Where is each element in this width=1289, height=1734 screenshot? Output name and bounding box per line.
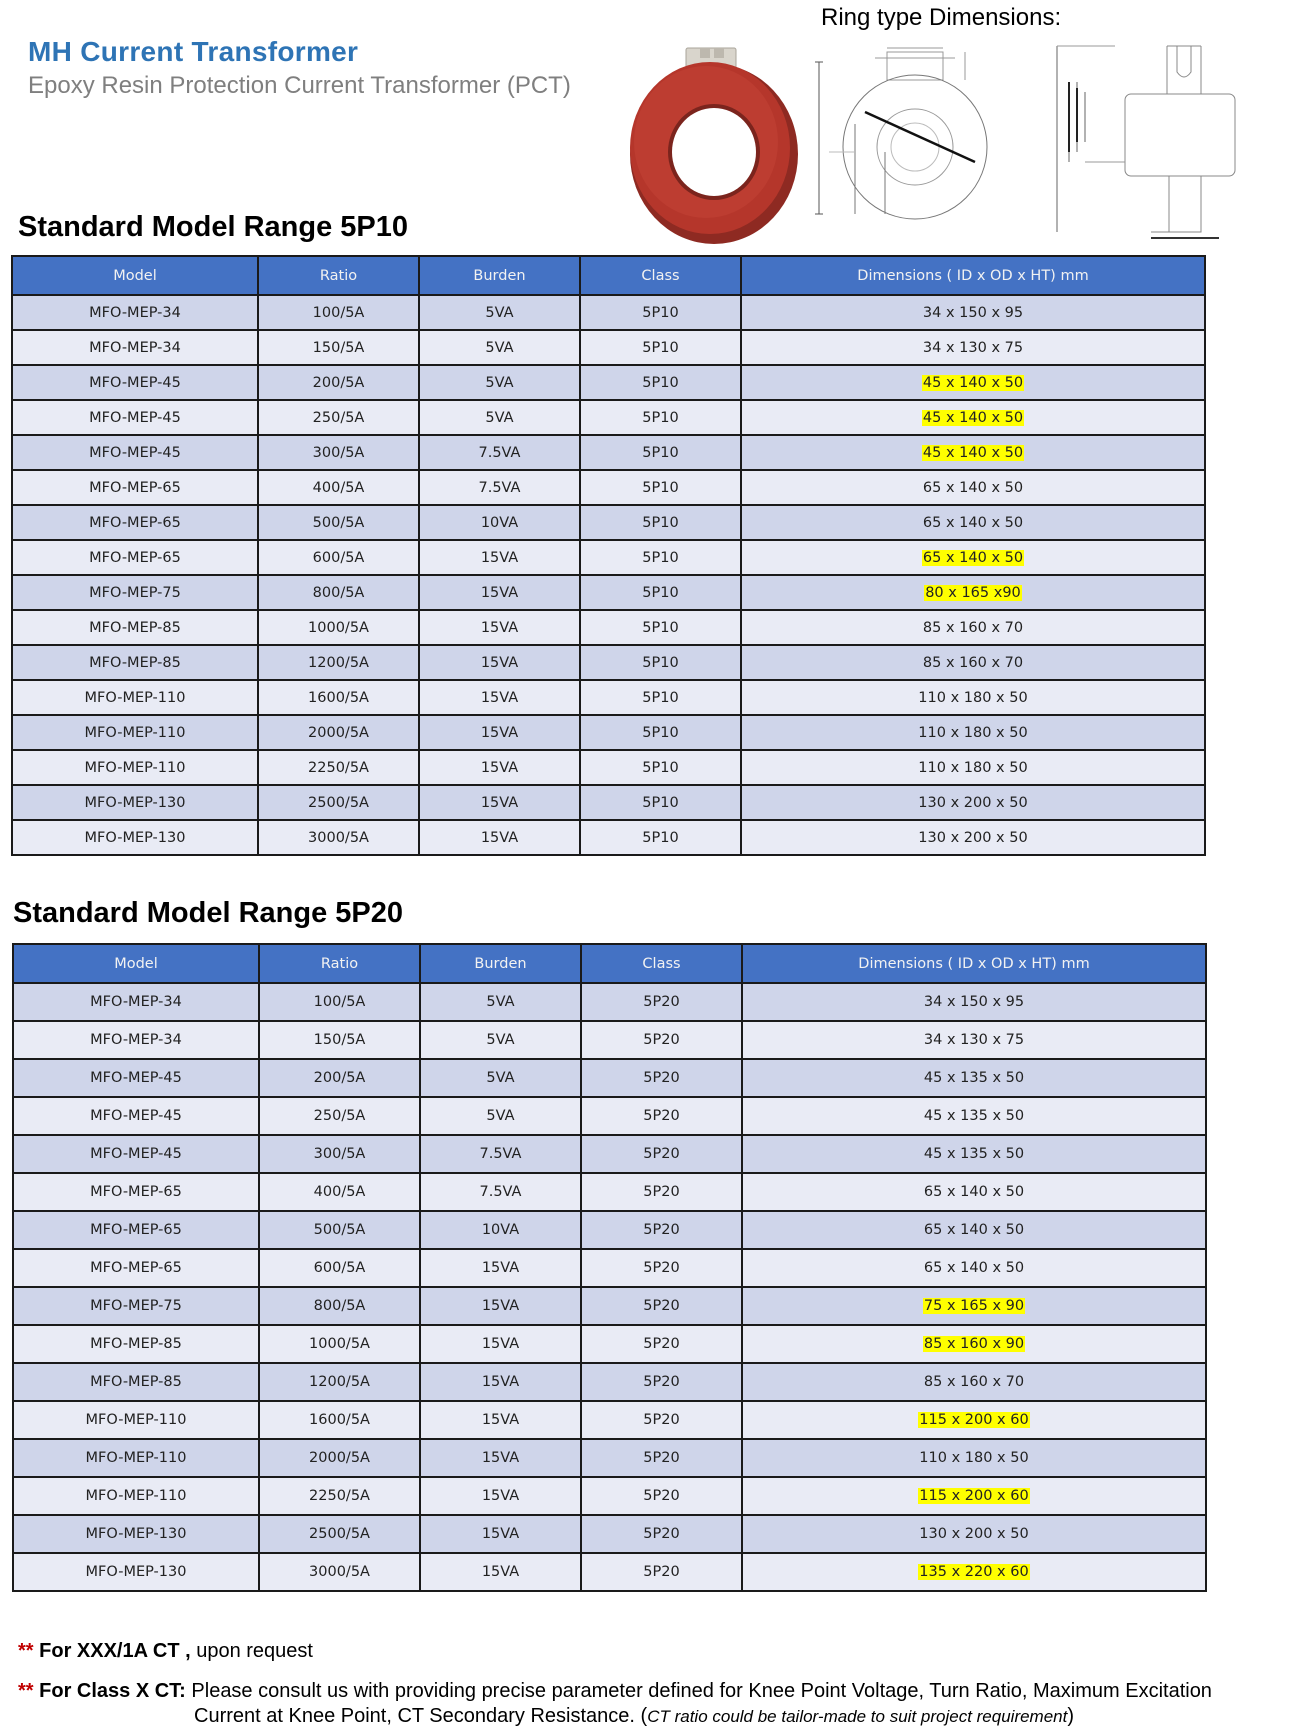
cell-ratio: 2250/5A (259, 1477, 420, 1515)
side-dimension-drawing (1055, 42, 1265, 242)
cell-dimensions (741, 785, 1205, 820)
cell-dimensions (742, 1135, 1206, 1173)
cell-class: 5P10 (580, 785, 741, 820)
table-row (12, 540, 1205, 575)
cell-ratio: 600/5A (258, 540, 419, 575)
col-header-class: Class (580, 256, 741, 295)
dimension-value: 130 x 200 x 50 (918, 829, 1028, 846)
dimension-value: 65 x 140 x 50 (922, 549, 1024, 566)
table-header-row (13, 944, 1206, 983)
dimension-value: 65 x 140 x 50 (922, 479, 1024, 496)
table-row (13, 1325, 1206, 1363)
cell-model: MFO-MEP-130 (12, 820, 258, 855)
cell-dimensions (741, 365, 1205, 400)
front-dimension-drawing (815, 42, 1015, 232)
cell-burden: 5VA (419, 400, 580, 435)
cell-model: MFO-MEP-85 (13, 1363, 259, 1401)
cell-dimensions (741, 750, 1205, 785)
dimension-value: 34 x 150 x 95 (922, 304, 1024, 321)
brand-title: MH Current Transformer (28, 36, 359, 67)
cell-burden: 5VA (419, 295, 580, 330)
cell-ratio: 400/5A (258, 470, 419, 505)
cell-ratio: 2000/5A (258, 715, 419, 750)
cell-model: MFO-MEP-130 (13, 1553, 259, 1591)
cell-burden: 10VA (419, 505, 580, 540)
dimension-value: 34 x 150 x 95 (923, 994, 1025, 1010)
cell-dimensions (741, 610, 1205, 645)
cell-dimensions (741, 820, 1205, 855)
ct-photo (628, 44, 808, 244)
cell-ratio: 600/5A (259, 1249, 420, 1287)
col-header-ratio: Ratio (258, 256, 419, 295)
note-1a-text: upon request (196, 1640, 313, 1662)
note-class-x-line2-text: Current at Knee Point, CT Secondary Resistance. (194, 1705, 635, 1727)
table-row (13, 1553, 1206, 1591)
cell-dimensions (742, 1021, 1206, 1059)
cell-model: MFO-MEP-110 (12, 750, 258, 785)
cell-ratio: 2500/5A (259, 1515, 420, 1553)
cell-ratio: 1200/5A (258, 645, 419, 680)
cell-ratio: 150/5A (258, 330, 419, 365)
cell-ratio: 150/5A (259, 1021, 420, 1059)
cell-ratio: 400/5A (259, 1173, 420, 1211)
cell-model: MFO-MEP-85 (13, 1325, 259, 1363)
cell-burden: 15VA (420, 1363, 581, 1401)
cell-ratio: 2500/5A (258, 785, 419, 820)
cell-dimensions (742, 1059, 1206, 1097)
col-header-dimensions: Dimensions ( ID x OD x HT) mm (741, 256, 1205, 295)
cell-burden: 15VA (420, 1249, 581, 1287)
dimension-value: 80 x 165 x90 (925, 584, 1021, 601)
cell-burden: 7.5VA (419, 435, 580, 470)
cell-model: MFO-MEP-85 (12, 645, 258, 680)
cell-class: 5P10 (580, 540, 741, 575)
table-row (13, 1059, 1206, 1097)
dimension-value: 65 x 140 x 50 (923, 1260, 1025, 1276)
cell-ratio: 300/5A (258, 435, 419, 470)
col-header-model: Model (12, 256, 258, 295)
table-row (12, 505, 1205, 540)
note-1a-ct (18, 1639, 313, 1664)
table-row (12, 330, 1205, 365)
cell-dimensions (742, 1363, 1206, 1401)
cell-dimensions (741, 470, 1205, 505)
note-class-x-line2: Current at Knee Point, CT Secondary Resistance. (CT ratio could be tailor-made to suit project requirement) (194, 1705, 1075, 1727)
cell-model: MFO-MEP-65 (13, 1211, 259, 1249)
cell-class: 5P20 (581, 1097, 742, 1135)
table-row (12, 645, 1205, 680)
cell-class: 5P20 (581, 1135, 742, 1173)
spec-table-5p10 (11, 255, 1206, 856)
note-stars: ** (18, 1640, 34, 1662)
table-row (12, 435, 1205, 470)
cell-ratio: 3000/5A (258, 820, 419, 855)
cell-class: 5P10 (580, 610, 741, 645)
cell-class: 5P20 (581, 1059, 742, 1097)
cell-dimensions (741, 540, 1205, 575)
cell-model: MFO-MEP-34 (12, 295, 258, 330)
dimension-value: 135 x 220 x 60 (919, 1564, 1029, 1580)
note-stars: ** (18, 1680, 34, 1702)
cell-dimensions (741, 330, 1205, 365)
cell-dimensions (741, 715, 1205, 750)
dimension-value: 85 x 160 x 90 (923, 1336, 1025, 1352)
dimension-value: 45 x 140 x 50 (922, 374, 1024, 391)
cell-ratio: 800/5A (258, 575, 419, 610)
cell-model: MFO-MEP-110 (13, 1477, 259, 1515)
cell-class: 5P20 (581, 983, 742, 1021)
cell-dimensions (742, 1211, 1206, 1249)
cell-dimensions (741, 505, 1205, 540)
ring-dimensions-title: Ring type Dimensions: (821, 4, 1062, 31)
cell-model: MFO-MEP-110 (13, 1401, 259, 1439)
cell-burden: 15VA (419, 645, 580, 680)
cell-burden: 15VA (419, 575, 580, 610)
cell-burden: 15VA (419, 540, 580, 575)
cell-class: 5P10 (580, 365, 741, 400)
dimension-value: 45 x 135 x 50 (923, 1070, 1025, 1086)
cell-dimensions (742, 1401, 1206, 1439)
table-row (13, 1021, 1206, 1059)
dimension-value: 45 x 140 x 50 (922, 409, 1024, 426)
col-header-class: Class (581, 944, 742, 983)
cell-class: 5P20 (581, 1477, 742, 1515)
cell-dimensions (741, 645, 1205, 680)
cell-class: 5P20 (581, 1287, 742, 1325)
cell-burden: 15VA (420, 1287, 581, 1325)
cell-ratio: 2000/5A (259, 1439, 420, 1477)
cell-model: MFO-MEP-45 (12, 400, 258, 435)
dimension-value: 65 x 140 x 50 (923, 1222, 1025, 1238)
cell-model: MFO-MEP-45 (12, 435, 258, 470)
cell-dimensions (742, 1439, 1206, 1477)
cell-burden: 15VA (420, 1439, 581, 1477)
cell-dimensions (742, 1325, 1206, 1363)
section-title-5p20: Standard Model Range 5P20 (13, 897, 403, 929)
table-header-row (12, 256, 1205, 295)
cell-ratio: 300/5A (259, 1135, 420, 1173)
cell-burden: 7.5VA (420, 1173, 581, 1211)
cell-ratio: 1600/5A (259, 1401, 420, 1439)
table-row (13, 1515, 1206, 1553)
cell-ratio: 100/5A (259, 983, 420, 1021)
col-header-model: Model (13, 944, 259, 983)
cell-ratio: 1000/5A (259, 1325, 420, 1363)
cell-dimensions (742, 983, 1206, 1021)
cell-model: MFO-MEP-45 (13, 1135, 259, 1173)
cell-class: 5P10 (580, 505, 741, 540)
dimension-value: 130 x 200 x 50 (919, 1526, 1029, 1542)
dimension-value: 65 x 140 x 50 (922, 514, 1024, 531)
table-row (12, 680, 1205, 715)
table-row (12, 785, 1205, 820)
cell-burden: 15VA (419, 680, 580, 715)
dimension-value: 34 x 130 x 75 (922, 339, 1024, 356)
dimension-value: 45 x 135 x 50 (923, 1146, 1025, 1162)
cell-burden: 15VA (419, 785, 580, 820)
cell-ratio: 200/5A (259, 1059, 420, 1097)
cell-model: MFO-MEP-75 (12, 575, 258, 610)
dimension-value: 65 x 140 x 50 (923, 1184, 1025, 1200)
cell-class: 5P10 (580, 435, 741, 470)
cell-model: MFO-MEP-65 (12, 505, 258, 540)
cell-ratio: 200/5A (258, 365, 419, 400)
col-header-burden: Burden (420, 944, 581, 983)
cell-class: 5P10 (580, 645, 741, 680)
cell-model: MFO-MEP-65 (13, 1173, 259, 1211)
cell-dimensions (742, 1173, 1206, 1211)
dimension-value: 85 x 160 x 70 (923, 1374, 1025, 1390)
cell-dimensions (742, 1515, 1206, 1553)
cell-model: MFO-MEP-65 (12, 540, 258, 575)
cell-ratio: 500/5A (259, 1211, 420, 1249)
cell-burden: 5VA (420, 1059, 581, 1097)
cell-model: MFO-MEP-130 (13, 1515, 259, 1553)
cell-burden: 15VA (420, 1477, 581, 1515)
note-class-x-ct (18, 1679, 1278, 1729)
cell-burden: 15VA (420, 1553, 581, 1591)
cell-dimensions (741, 575, 1205, 610)
cell-class: 5P10 (580, 820, 741, 855)
table-row (13, 1477, 1206, 1515)
cell-class: 5P20 (581, 1173, 742, 1211)
table-row (13, 1363, 1206, 1401)
dimension-value: 85 x 160 x 70 (922, 619, 1024, 636)
spec-table-5p20 (12, 943, 1207, 1592)
cell-class: 5P20 (581, 1439, 742, 1477)
cell-ratio: 2250/5A (258, 750, 419, 785)
cell-class: 5P20 (581, 1401, 742, 1439)
col-header-ratio: Ratio (259, 944, 420, 983)
cell-ratio: 1000/5A (258, 610, 419, 645)
section-title-5p10: Standard Model Range 5P10 (18, 211, 408, 243)
cell-dimensions (742, 1249, 1206, 1287)
cell-class: 5P20 (581, 1021, 742, 1059)
note-class-x-label: For Class X CT: (39, 1680, 186, 1702)
cell-burden: 10VA (420, 1211, 581, 1249)
table-row (12, 365, 1205, 400)
cell-class: 5P10 (580, 295, 741, 330)
table-row (12, 820, 1205, 855)
table-row (12, 400, 1205, 435)
dimension-value: 130 x 200 x 50 (918, 794, 1028, 811)
table-row (13, 983, 1206, 1021)
cell-dimensions (741, 400, 1205, 435)
cell-burden: 15VA (419, 820, 580, 855)
dimension-value: 85 x 160 x 70 (922, 654, 1024, 671)
cell-model: MFO-MEP-75 (13, 1287, 259, 1325)
cell-dimensions (742, 1287, 1206, 1325)
cell-ratio: 3000/5A (259, 1553, 420, 1591)
cell-class: 5P20 (581, 1249, 742, 1287)
table-row (12, 715, 1205, 750)
cell-dimensions (741, 680, 1205, 715)
table-row (12, 750, 1205, 785)
table-row (13, 1211, 1206, 1249)
cell-burden: 7.5VA (419, 470, 580, 505)
cell-dimensions (742, 1477, 1206, 1515)
cell-class: 5P10 (580, 470, 741, 505)
table-row (13, 1097, 1206, 1135)
table-row (12, 470, 1205, 505)
col-header-dimensions: Dimensions ( ID x OD x HT) mm (742, 944, 1206, 983)
cell-class: 5P20 (581, 1553, 742, 1591)
cell-model: MFO-MEP-45 (12, 365, 258, 400)
cell-model: MFO-MEP-45 (13, 1059, 259, 1097)
cell-model: MFO-MEP-110 (13, 1439, 259, 1477)
cell-burden: 5VA (420, 1021, 581, 1059)
cell-ratio: 250/5A (259, 1097, 420, 1135)
cell-class: 5P10 (580, 750, 741, 785)
cell-ratio: 250/5A (258, 400, 419, 435)
dimension-value: 110 x 180 x 50 (918, 724, 1028, 741)
dimension-value: 34 x 130 x 75 (923, 1032, 1025, 1048)
cell-burden: 15VA (420, 1515, 581, 1553)
cell-class: 5P10 (580, 680, 741, 715)
note-1a-label: For XXX/1A CT , (39, 1640, 191, 1662)
cell-class: 5P10 (580, 400, 741, 435)
cell-model: MFO-MEP-34 (12, 330, 258, 365)
cell-model: MFO-MEP-65 (12, 470, 258, 505)
cell-class: 5P20 (581, 1325, 742, 1363)
cell-ratio: 1600/5A (258, 680, 419, 715)
table-row (13, 1401, 1206, 1439)
cell-class: 5P10 (580, 715, 741, 750)
cell-ratio: 1200/5A (259, 1363, 420, 1401)
dimension-value: 110 x 180 x 50 (918, 689, 1028, 706)
dimension-value: 115 x 200 x 60 (919, 1412, 1029, 1428)
cell-burden: 15VA (420, 1325, 581, 1363)
cell-class: 5P20 (581, 1515, 742, 1553)
table-row (12, 295, 1205, 330)
cell-dimensions (741, 295, 1205, 330)
table-row (12, 610, 1205, 645)
cell-burden: 15VA (420, 1401, 581, 1439)
cell-model: MFO-MEP-110 (12, 680, 258, 715)
cell-burden: 15VA (419, 715, 580, 750)
col-header-burden: Burden (419, 256, 580, 295)
cell-class: 5P20 (581, 1211, 742, 1249)
table-row (13, 1439, 1206, 1477)
cell-burden: 15VA (419, 750, 580, 785)
table-row (13, 1287, 1206, 1325)
dimension-value: 45 x 140 x 50 (922, 444, 1024, 461)
dimension-value: 115 x 200 x 60 (919, 1488, 1029, 1504)
brand-subtitle: Epoxy Resin Protection Current Transformer (PCT) (28, 72, 571, 99)
cell-burden: 5VA (420, 983, 581, 1021)
cell-model: MFO-MEP-130 (12, 785, 258, 820)
dimension-value: 110 x 180 x 50 (918, 759, 1028, 776)
cell-model: MFO-MEP-34 (13, 983, 259, 1021)
cell-model: MFO-MEP-110 (12, 715, 258, 750)
cell-model: MFO-MEP-34 (13, 1021, 259, 1059)
table-row (13, 1173, 1206, 1211)
cell-ratio: 100/5A (258, 295, 419, 330)
cell-burden: 7.5VA (420, 1135, 581, 1173)
dimension-value: 75 x 165 x 90 (923, 1298, 1025, 1314)
dimension-value: 110 x 180 x 50 (919, 1450, 1029, 1466)
table-row (13, 1249, 1206, 1287)
cell-class: 5P10 (580, 330, 741, 365)
cell-burden: 5VA (419, 330, 580, 365)
cell-class: 5P20 (581, 1363, 742, 1401)
cell-model: MFO-MEP-85 (12, 610, 258, 645)
cell-burden: 15VA (419, 610, 580, 645)
dimension-value: 45 x 135 x 50 (923, 1108, 1025, 1124)
table-row (12, 575, 1205, 610)
cell-burden: 5VA (420, 1097, 581, 1135)
cell-burden: 5VA (419, 365, 580, 400)
cell-ratio: 800/5A (259, 1287, 420, 1325)
cell-ratio: 500/5A (258, 505, 419, 540)
cell-dimensions (742, 1553, 1206, 1591)
cell-dimensions (741, 435, 1205, 470)
cell-model: MFO-MEP-45 (13, 1097, 259, 1135)
cell-model: MFO-MEP-65 (13, 1249, 259, 1287)
note-class-x-italic: CT ratio could be tailor-made to suit project requirement (647, 1707, 1068, 1726)
cell-dimensions (742, 1097, 1206, 1135)
note-class-x-text: Please consult us with providing precise parameter defined for Knee Point Voltage, Turn Ratio, Maximum Excitation (191, 1680, 1212, 1702)
table-row (13, 1135, 1206, 1173)
cell-class: 5P10 (580, 575, 741, 610)
